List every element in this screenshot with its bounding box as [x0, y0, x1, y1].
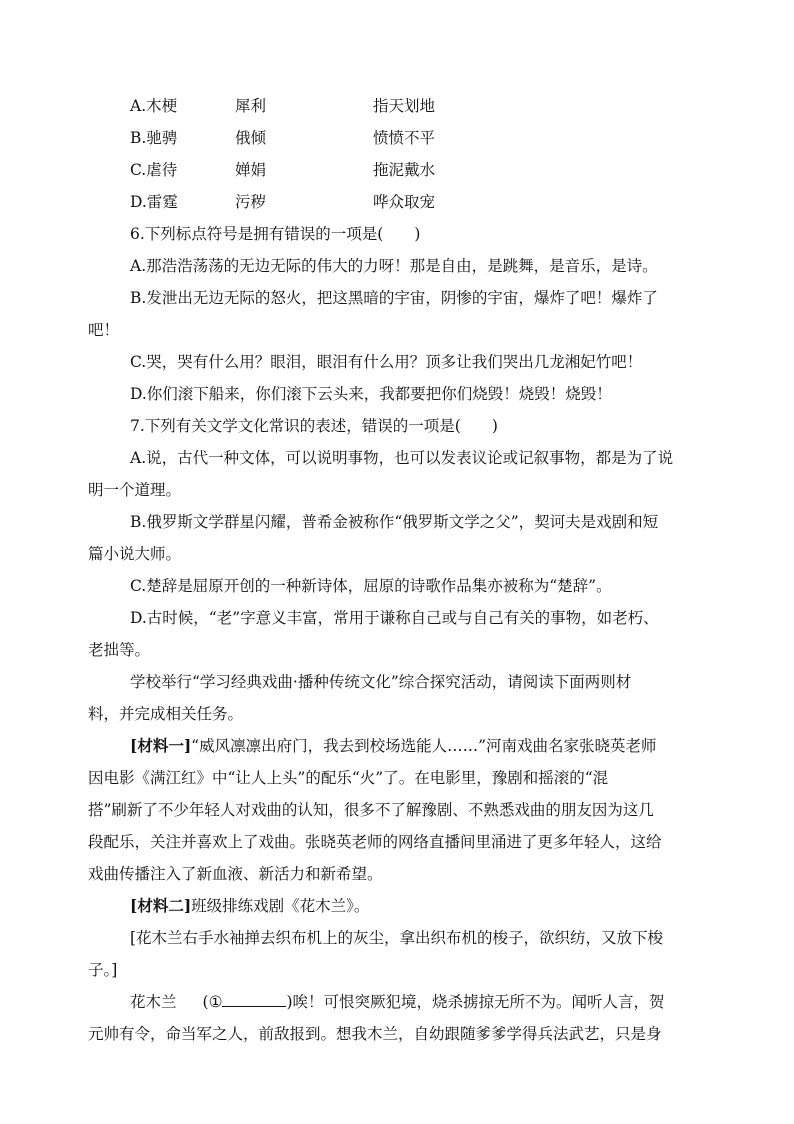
q7-option-a-cont: 明一个道理。 [88, 481, 182, 499]
dialogue-line2: 元帅有令，命当军之人，前敌报到。想我木兰，自幼跟随爹爹学得兵法武艺，只是身 [88, 1025, 662, 1043]
option-label: A.木梗 [130, 97, 178, 115]
dialogue-line1 [130, 992, 665, 1012]
q6-option-c: C.哭，哭有什么用？眼泪，眼泪有什么用？顶多让我们哭出几龙湘妃竹吧！ [130, 353, 643, 371]
material1-line3: 搭”刷新了不少年轻人对戏曲的认知，很多不了解豫剧、不熟悉戏曲的朋友因为这几 [88, 801, 654, 819]
q6-option-b-cont: 吧！ [88, 321, 120, 339]
option-word-2: 犀利 [235, 97, 267, 115]
q7-option-b-cont: 篇小说大师。 [88, 545, 182, 563]
option-word-2: 婵娟 [235, 161, 267, 179]
q6-option-d: D.你们滚下船来，你们滚下云头来，我都要把你们烧毁！烧毁！烧毁！ [130, 385, 612, 403]
activity-intro: 学校举行“学习经典戏曲·播种传统文化”综合探究活动，请阅读下面两则材 [130, 673, 632, 691]
q7-option-d-cont: 老拙等。 [88, 641, 151, 659]
q7-option-a: A.说，古代一种文体，可以说明事物，也可以发表议论或记叙事物，都是为了说 [130, 449, 674, 467]
option-word-3: 哗众取宠 [373, 193, 436, 211]
material1-text: “威风凛凛出府门，我去到校场选能人……”河南戏曲名家张晓英老师 [191, 737, 657, 755]
material2-title: 班级排练戏剧《花木兰》。 [191, 897, 370, 915]
answer-blank-1[interactable] [222, 992, 286, 1007]
q7-option-c: C.楚辞是屈原开创的一种新诗体，屈原的诗歌作品集亦被称为“楚辞”。 [130, 577, 612, 595]
material2-line1 [130, 896, 369, 916]
material2-tag: [材料二] [130, 896, 192, 915]
q6-option-a: A.那浩浩荡荡的无边无际的伟大的力呀！那是自由，是跳舞，是音乐，是诗。 [130, 257, 658, 275]
blank-open: (① [202, 993, 223, 1011]
stage-direction-cont: 子。] [88, 961, 118, 979]
option-word-3: 指天划地 [373, 97, 436, 115]
option-word-3: 愤愤不平 [373, 129, 436, 147]
dialogue-text: )唉！可恨突厥犯境，烧杀掳掠无所不为。闻听人言，贺 [286, 993, 665, 1011]
q7-option-b: B.俄罗斯文学群星闪耀，普希金被称作“俄罗斯文学之父”，契诃夫是戏剧和短 [130, 513, 659, 531]
speaker-name: 花木兰 [130, 993, 177, 1011]
option-label: C.虐待 [130, 161, 178, 179]
material1-line1 [130, 736, 657, 756]
q6-option-b: B.发泄出无边无际的怒火，把这黑暗的宇宙，阴惨的宇宙，爆炸了吧！爆炸了 [130, 289, 658, 307]
material1-tag: [材料一] [130, 736, 192, 755]
option-word-3: 拖泥戴水 [373, 161, 436, 179]
option-label: B.驰骋 [130, 129, 178, 147]
option-word-2: 俄倾 [235, 129, 267, 147]
material1-line5: 戏曲传播注入了新血液、新活力和新希望。 [88, 865, 383, 883]
stage-direction: [花木兰右手水袖掸去织布机上的灰尘，拿出织布机的梭子，欲织纺，又放下梭 [130, 929, 664, 947]
q6-stem: 6.下列标点符号是拥有错误的一项是( ) [130, 225, 421, 243]
q7-option-d: D.古时候，“老”字意义丰富，常用于谦称自己或与自己有关的事物，如老朽、 [130, 609, 659, 627]
material1-line2: 因电影《满江红》中“让人上头”的配乐“火”了。在电影里，豫剧和摇滚的“混 [88, 769, 609, 787]
option-word-2: 污秽 [235, 193, 267, 211]
option-label: D.雷霆 [130, 193, 178, 211]
q7-stem: 7.下列有关文学文化常识的表述，错误的一项是( ) [130, 417, 498, 435]
activity-intro-cont: 料，并完成相关任务。 [88, 705, 244, 723]
material1-line4: 段配乐，关注并喜欢上了戏曲。张晓英老师的网络直播间里涌进了更多年轻人，这给 [88, 833, 662, 851]
